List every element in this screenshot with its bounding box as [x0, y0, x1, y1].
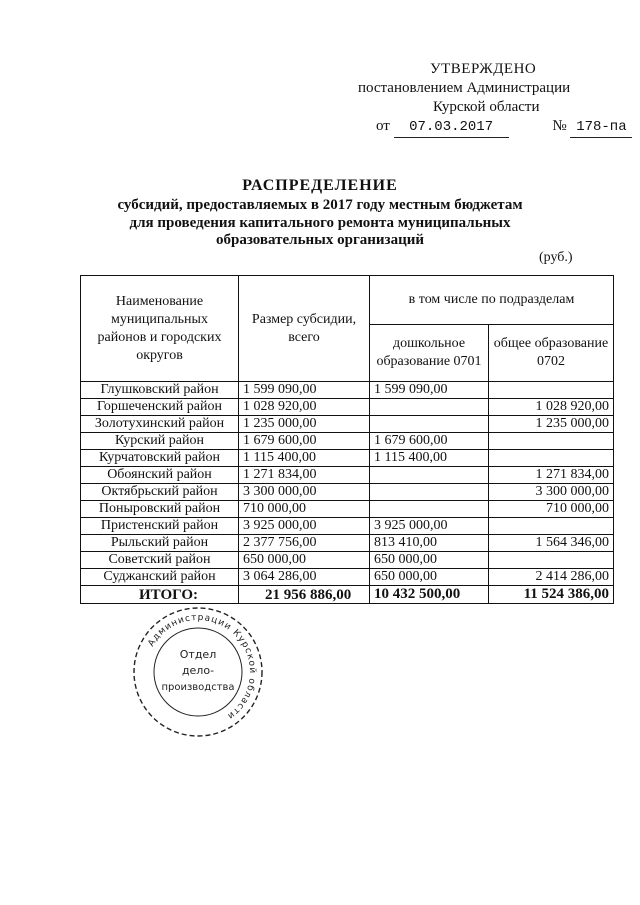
subsidy-preschool: 1 599 090,00	[370, 382, 489, 399]
table-row	[81, 382, 614, 399]
district-name: Октябрьский район	[81, 484, 239, 501]
district-name: Поныровский район	[81, 501, 239, 518]
district-name: Глушковский район	[81, 382, 239, 399]
subsidy-preschool	[370, 501, 489, 518]
approval-date-number	[340, 117, 627, 138]
table-row	[81, 552, 614, 569]
subsidy-preschool	[370, 399, 489, 416]
stamp-center-line2: дело-	[181, 664, 215, 677]
subsidy-total: 3 064 286,00	[239, 569, 370, 586]
document-subtitle-line1: субсидий, предоставляемых в 2017 году местным бюджетам	[117, 197, 523, 213]
subsidy-total: 650 000,00	[239, 552, 370, 569]
subsidy-general: 710 000,00	[489, 501, 614, 518]
subsidy-total: 1 028 920,00	[239, 399, 370, 416]
stamp-ring-text: Администрации Курской области	[146, 612, 258, 722]
table-body	[81, 382, 614, 604]
approval-title: УТВЕРЖДЕНО	[430, 61, 537, 77]
subsidy-total: 1 271 834,00	[239, 467, 370, 484]
subsidy-preschool: 650 000,00	[370, 552, 489, 569]
subsidy-general: 1 028 920,00	[489, 399, 614, 416]
subsidy-total: 2 377 756,00	[239, 535, 370, 552]
approval-date: 07.03.2017	[394, 118, 509, 138]
district-name: Пристенский район	[81, 518, 239, 535]
approval-number: 178-па	[570, 118, 632, 138]
subsidy-total: 1 115 400,00	[239, 450, 370, 467]
table-row	[81, 416, 614, 433]
approval-line-region: Курской области	[433, 99, 540, 115]
header-preschool: дошкольное образование 0701	[370, 325, 489, 382]
table-row	[81, 467, 614, 484]
stamp-center-line3: производства	[161, 682, 235, 693]
office-stamp	[128, 602, 268, 742]
subsidy-preschool	[370, 416, 489, 433]
subsidy-general	[489, 382, 614, 399]
subsidy-general: 2 414 286,00	[489, 569, 614, 586]
subsidy-general: 3 300 000,00	[489, 484, 614, 501]
subsidy-table	[80, 275, 614, 604]
header-district: Наименование муниципальных районов и городских округов	[81, 276, 239, 382]
currency-unit: (руб.)	[539, 250, 573, 265]
total-row	[81, 586, 614, 604]
table-row	[81, 399, 614, 416]
subsidy-total: 3 300 000,00	[239, 484, 370, 501]
district-name: Курский район	[81, 433, 239, 450]
header-general: общее образование 0702	[489, 325, 614, 382]
table-row	[81, 569, 614, 586]
document-subtitle-line3: образовательных организаций	[216, 232, 424, 248]
approval-block	[340, 60, 627, 138]
subsidy-preschool: 1 115 400,00	[370, 450, 489, 467]
table-row	[81, 484, 614, 501]
table-row	[81, 535, 614, 552]
district-name: Золотухинский район	[81, 416, 239, 433]
total-sum: 21 956 886,00	[239, 586, 370, 604]
subsidy-total: 710 000,00	[239, 501, 370, 518]
subsidy-general: 1 564 346,00	[489, 535, 614, 552]
district-name: Горшеченский район	[81, 399, 239, 416]
approval-number-label: №	[552, 118, 567, 134]
table-row	[81, 433, 614, 450]
subsidy-general	[489, 450, 614, 467]
total-preschool: 10 432 500,00	[370, 586, 489, 604]
total-general: 11 524 386,00	[489, 586, 614, 604]
approval-from-label: от	[376, 118, 390, 134]
subsidy-total: 1 679 600,00	[239, 433, 370, 450]
stamp-center-line1: Отдел	[179, 648, 217, 661]
subsidy-preschool	[370, 484, 489, 501]
header-by-subsection: в том числе по подразделам	[370, 276, 614, 325]
table-row	[81, 518, 614, 535]
subsidy-general	[489, 433, 614, 450]
subsidy-general: 1 271 834,00	[489, 467, 614, 484]
table-row	[81, 450, 614, 467]
subsidy-preschool: 1 679 600,00	[370, 433, 489, 450]
district-name: Советский район	[81, 552, 239, 569]
approval-line-administration: постановлением Администрации	[358, 80, 571, 96]
document-title: РАСПРЕДЕЛЕНИЕ	[242, 177, 398, 194]
subsidy-general	[489, 518, 614, 535]
subsidy-general	[489, 552, 614, 569]
subsidy-preschool: 650 000,00	[370, 569, 489, 586]
district-name: Суджанский район	[81, 569, 239, 586]
document-subtitle-line2: для проведения капитального ремонта муниципальных	[129, 215, 511, 231]
subsidy-general: 1 235 000,00	[489, 416, 614, 433]
district-name: Обоянский район	[81, 467, 239, 484]
district-name: Рыльский район	[81, 535, 239, 552]
district-name: Курчатовский район	[81, 450, 239, 467]
subsidy-total: 3 925 000,00	[239, 518, 370, 535]
subsidy-preschool	[370, 467, 489, 484]
subsidy-total: 1 235 000,00	[239, 416, 370, 433]
subsidy-total: 1 599 090,00	[239, 382, 370, 399]
subsidy-preschool: 813 410,00	[370, 535, 489, 552]
table-row	[81, 501, 614, 518]
subsidy-preschool: 3 925 000,00	[370, 518, 489, 535]
total-label: ИТОГО:	[81, 586, 239, 604]
header-total: Размер субсидии, всего	[239, 276, 370, 382]
